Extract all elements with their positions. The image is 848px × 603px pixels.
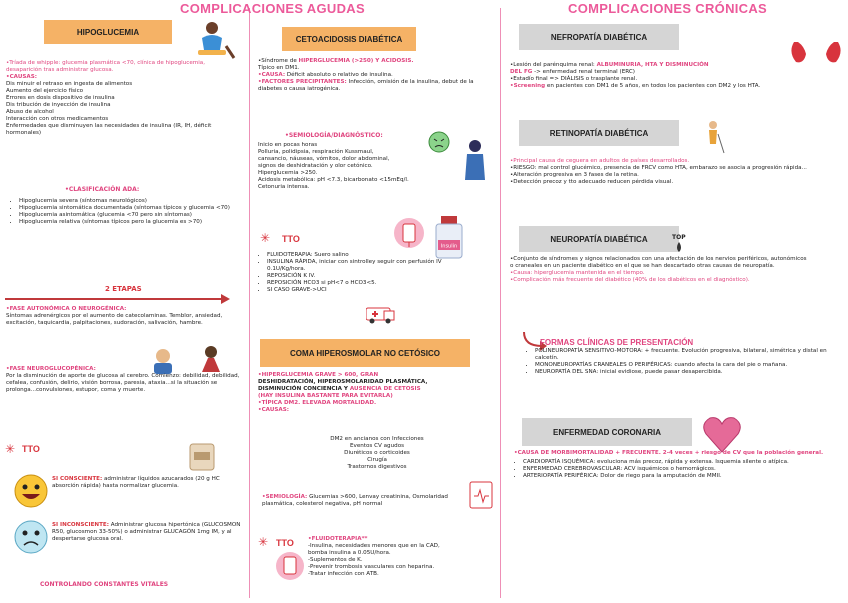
retino-text: •Principal causa de ceguera en adultos de países desarrollados. <box>510 158 690 164</box>
tto-item: • REPOSICIÓN K IV. <box>267 273 458 280</box>
neuro-causa: •Causa: hiperglucemia mantenida en el tiempo. <box>510 270 645 276</box>
semiologia-label: •SEMIOLOGÍA/DIAGNÓSTICO: <box>285 132 383 139</box>
retinopatia-header: RETINOPATÍA DIABÉTICA <box>519 120 679 146</box>
forma-item: • NEUROPATÍA DEL SNA: inicial evidiose, puede pasar desapercibida. <box>535 369 844 376</box>
tto-item: • FLUIDOTERAPIA: Suero salino <box>267 252 458 259</box>
factores-label: •FACTORES PRECIPITANTES: <box>258 79 347 85</box>
fase1-text: Síntomas adrenérgicos por el aumento de catecolaminas. Temblor, ansiedad, excitación, taquicardia, palpitaciones, sudoración, salivación, hambre. <box>6 313 223 326</box>
fase-neuroglucopenica <box>6 366 242 394</box>
causa-item: Enfermedades que disminuyen las necesidades de insulina (IR, IH, déficit hormonales) <box>6 123 212 136</box>
vial-label: Insulin <box>440 243 458 250</box>
etapas-label: 2 ETAPAS <box>105 285 142 293</box>
consciente-text: administrar líquidos azucarados (20 g HC absorción rápida) hasta normalizar glucemia. <box>52 476 220 489</box>
neuro-complicacion: •Complicación más frecuente del diabético (40% de los diabéticos en el diagnóstico). <box>510 277 750 283</box>
tto-item: • REPOSICIÓN HCO3 si pH<7 o HCO3<5. <box>267 280 458 287</box>
nefro-highlight: DEL FG <box>510 69 533 75</box>
neuro-text: •Conjunto de síndromes y signos relacionados con una afectación de los nervios periféricos, autonómicos o craneales en un paciente diabético en el que se han descartado otras causas de neuropatía. <box>510 256 807 269</box>
drop-icon <box>674 242 684 252</box>
coronaria-item: • ENFERMEDAD CEREBROVASCULAR: ACV isquémicos o hemorrágicos. <box>523 466 840 473</box>
neuropatia-header: NEUROPATÍA DIABÉTICA <box>519 226 679 252</box>
clasif-item: • Hipoglucemia relativa (síntomas típicos pero la glucemia es >70) <box>19 219 242 226</box>
arrow-right-icon <box>5 294 230 304</box>
coma-causas-list <box>258 436 496 471</box>
neuropatia-body <box>510 256 810 284</box>
semio-line: Acidosis metabólica: pH <7.3, bicarbonato <15mEq/l. <box>258 177 409 183</box>
star-icon: ✳ <box>260 231 271 245</box>
star-icon: ✳ <box>258 535 269 549</box>
coma-line: (HAY INSULINA BASTANTE PARA EVITARLA) <box>258 393 393 399</box>
title-cronicas: COMPLICACIONES CRÓNICAS <box>568 1 768 16</box>
tto-label-coma: TTO <box>276 538 294 548</box>
ceto-tto-list <box>258 252 458 294</box>
nefro-text: •Lesión del parénquima renal: <box>510 62 597 68</box>
coma-header: COMA HIPEROSMOLAR NO CETÓSICO <box>260 339 470 367</box>
sad-face-icon <box>14 520 48 554</box>
syringe-icon <box>394 218 424 248</box>
coma-causa-item: Eventos CV agudos <box>349 443 405 449</box>
semiologia-body <box>258 142 458 191</box>
intro-rest: Típico en DM1. <box>258 65 300 71</box>
causa-item: Aumento del ejercicio físico <box>6 88 84 94</box>
semio-line: Cetonuria intensa. <box>258 184 310 190</box>
star-icon: ✳ <box>5 442 16 456</box>
blind-person-icon <box>704 120 726 154</box>
sugar-bag-icon <box>186 438 218 472</box>
fluido-label: •FLUIDOTERAPIA** <box>308 536 368 542</box>
consciente-label: SI CONSCIENTE: <box>52 476 103 482</box>
tto-label-hipo: TTO <box>22 444 40 454</box>
coma-line: DISMINUCIÓN CONCIENCIA Y <box>258 386 350 392</box>
forma-item: • POLINEUROPATÍA SENSITIVO-MOTORA: + frecuente. Evolución progresiva, bilateral, simétrica y distal en calcetín. <box>535 348 844 362</box>
coma-line: DESHIDRATACIÓN, HIPEROSMOLARIDAD PLASMÁTICA, <box>258 379 428 385</box>
constantes-label: CONTROLANDO CONSTANTES VITALES <box>40 581 169 588</box>
retino-text: •Alteración progresiva en 3 fases de la retina. <box>510 172 639 178</box>
cetoacidosis-header: CETOACIDOSIS DIABÉTICA <box>282 27 416 51</box>
coronaria-item: • CARDIOPATÍA ISQUÉMICA: evoluciona más precoz, rápida y extensa. Isquemia silente o atípica. <box>523 459 840 466</box>
factores-text: Infección, omisión de la insulina, debut de la diabetes o causa iatrogénica. <box>258 79 474 92</box>
column-divider-left <box>249 8 250 598</box>
title-agudas: COMPLICACIONES AGUDAS <box>180 1 365 16</box>
fluido-line: -Tratar infección con ATB. <box>308 571 379 577</box>
hipoglucemia-header: HIPOGLUCEMIA <box>44 20 172 44</box>
coma-causa-item: Diuréticos o corticoides <box>344 450 410 456</box>
fluido-line: -Suplementos de K. <box>308 557 363 563</box>
triada-text: •Tríada de whipple: glucemia plasmática <70, clínica de hipoglucemia, desaparición tras administrar glucosa. <box>6 60 206 73</box>
si-consciente <box>52 476 242 490</box>
retino-text: •Detección precoz y tto adecuado reducen pérdida visual. <box>510 179 674 185</box>
nefro-text: •Estadío final => DIÁLISIS o trasplante renal. <box>510 76 638 82</box>
coronaria-body <box>514 450 840 480</box>
nefro-highlight: •Screening <box>510 83 546 89</box>
tired-person-icon <box>458 138 492 182</box>
fase1-label: •FASE AUTONÓMICA O NEUROGÉNICA: <box>6 306 127 312</box>
coronaria-intro: •CAUSA DE MORBIMORTALIDAD + FRECUENTE. 2-4 veces + riesgo de CV que la población general. <box>514 450 824 456</box>
tto-item: • SI CASO GRAVE->UCI <box>267 287 458 294</box>
coma-line: •HIPERGLUCEMIA GRAVE > 600, GRAN <box>258 372 379 378</box>
semio-line: Polluria, polidipsia, respiración Kussmaul, <box>258 149 374 155</box>
fase2-label: •FASE NEUROGLUCOPÉNICA: <box>6 366 96 372</box>
causa-label: •CAUSA: <box>258 72 286 78</box>
semio-line: Hiperglucemia >250. <box>258 170 318 176</box>
inconsciente-text: Administrar glucosa hipertónica (GLUCOSMON R50, glucosmon 33-50%) o administrar GLUCAGÓN 1mg IM, y al despertarse glucosa oral. <box>52 522 241 542</box>
retino-text: •RIESGO: mal control glucémico, presencia de FRCV como HTA, embarazo se asocia a progresión rápida... <box>510 165 807 171</box>
coma-semiologia <box>262 494 462 508</box>
si-inconsciente <box>52 522 242 543</box>
clasificacion-label: •CLASIFICACIÓN ADA: <box>65 186 140 193</box>
coma-semio-text: Glucemias >600, Lenvay creatinina, Osmolaridad plasmática, colesterol negativa, pH normal <box>262 494 448 507</box>
hipoglucemia-body <box>6 60 242 137</box>
coma-causas-label: •CAUSAS: <box>258 407 290 413</box>
clasif-item: • Hipoglucemia sintomática documentada (síntomas típicos y glucemia <70) <box>19 205 242 212</box>
causa-item: Abuso de alcohol <box>6 109 54 115</box>
coronaria-header: ENFERMEDAD CORONARIA <box>522 418 692 446</box>
coma-causa-item: DM2 en ancianos con Infecciones <box>330 436 424 442</box>
intro-prefix: •Síndrome de <box>258 58 299 64</box>
nefropatia-header: NEFROPATÍA DIABÉTICA <box>519 24 679 50</box>
medical-chart-icon <box>466 480 496 510</box>
semio-line: Inicio en pocas horas <box>258 142 318 148</box>
nefro-text: -> enfermedad renal terminal (ERC) <box>532 69 635 75</box>
coma-causa-item: Cirugía <box>367 457 387 463</box>
fluido-line: bomba insulina a 0.05U/hora. <box>308 550 391 556</box>
causas-label: •CAUSAS: <box>6 74 38 80</box>
forma-item: • MONONEUROPATÍAS CRANEALES O PERIFÉRICAS: cuando afecta la cara del pie o mañana. <box>535 362 844 369</box>
fase2-text: Por la disminución de aporte de glucosa al cerebro. Comienzo: debilidad, debilidad, cefalea, confusión, delirio, visión borrosa, paresia, ataxia...si la situación se prolonga...convulsiones, estupor, coma y muerte. <box>6 373 240 393</box>
coma-tipica: •TÍPICA DM2. ELEVADA MORTALIDAD. <box>258 400 377 406</box>
coma-causa-item: Trastornos digestivos <box>347 464 407 470</box>
nefro-highlight: ALBUMINURIA, HTA Y DISMINUCIÓN <box>596 62 709 68</box>
tto-label-ceto: TTO <box>282 234 300 244</box>
causa-text: Déficit absoluto o relativo de insulina. <box>286 72 393 78</box>
tto-item: • INSULINA RÁPIDA, iniciar con sintrolley seguir con perfusión IV 0.1U/Kg/hora. <box>267 259 458 273</box>
coronaria-item: • ARTERIOPATÍA PERIFÉRICA: Dolor de riego para la amputación de MMII. <box>523 473 840 480</box>
fluido-line: -Prevenir trombosis vasculares con heparina. <box>308 564 435 570</box>
formas-list <box>526 348 844 376</box>
causa-item: Dis tribución de inyección de insulina <box>6 102 111 108</box>
formas-label: FORMAS CLÍNICAS DE PRESENTACIÓN <box>540 338 694 347</box>
nefro-text: en pacientes con DM1 de 5 años, en todos los pacientes con DM2 y los HTA. <box>545 83 761 89</box>
clasif-item: • Hipoglucemia asintomática (glucemia <70 pero sin síntomas) <box>19 212 242 219</box>
ambulance-icon <box>366 306 396 324</box>
person-sitting-icon <box>190 20 238 60</box>
causa-item: Interacción con otros medicamentos <box>6 116 109 122</box>
cetoacidosis-intro <box>258 58 496 93</box>
causa-item: Dis minuir el retraso en ingesta de alimentos <box>6 81 133 87</box>
kidneys-icon <box>790 36 842 66</box>
semio-line: cansancio, náuseas, vómitos, dolor abdominal, <box>258 156 390 162</box>
coma-intro <box>258 372 496 414</box>
inconsciente-label: SI INCONSCIENTE: <box>52 522 109 528</box>
coma-tto-body <box>308 536 496 578</box>
top-label: TOP <box>672 234 686 241</box>
nefropatia-body <box>510 62 790 90</box>
coma-semio-label: •SEMIOLOGÍA: <box>262 494 308 500</box>
clasificacion-list <box>10 198 242 226</box>
causa-item: Errores en dosis dispositivo de insulina <box>6 95 115 101</box>
clasif-item: • Hipoglucemia severa (síntomas neurológicos) <box>19 198 242 205</box>
intro-highlight: HIPERGLUCEMIA (>250) Y ACIDOSIS. <box>298 58 414 64</box>
syringe-icon <box>276 552 304 580</box>
fluido-line: -Insulina, necesidades menores que en la CAD, <box>308 543 440 549</box>
coma-highlight: AUSENCIA DE CETOSIS <box>349 386 421 392</box>
happy-face-icon <box>14 474 48 508</box>
fase-autonomica <box>6 306 242 327</box>
retinopatia-body <box>510 158 810 186</box>
column-divider-right <box>500 8 501 598</box>
semio-line: signos de deshidratación y olor cetónico. <box>258 163 373 169</box>
